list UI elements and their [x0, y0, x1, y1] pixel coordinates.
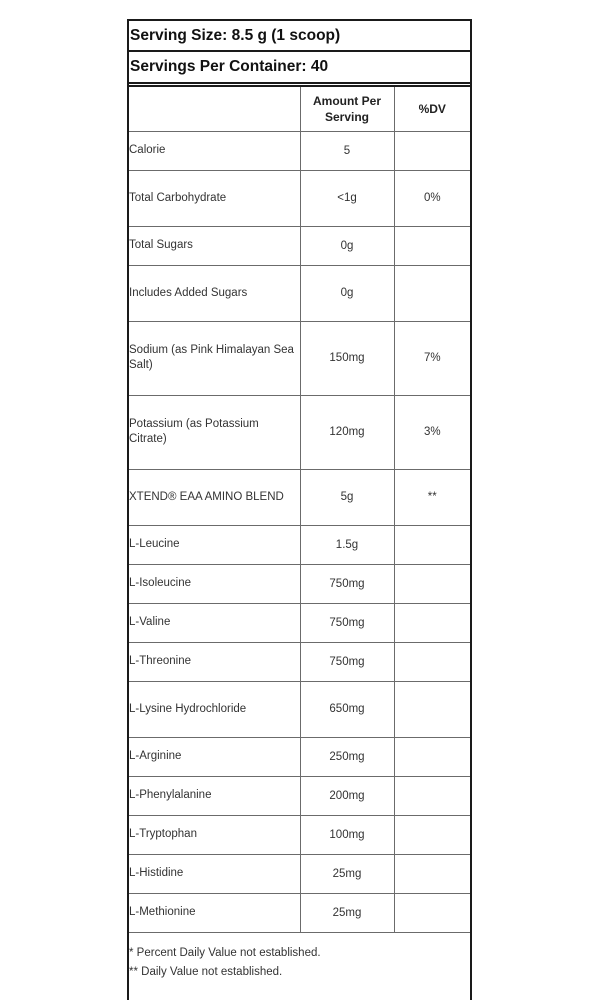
row-name: L-Threonine: [129, 642, 300, 681]
row-name: L-Methionine: [129, 893, 300, 932]
row-amount: 100mg: [300, 815, 394, 854]
table-row: [129, 265, 470, 321]
row-amount: 0g: [300, 226, 394, 265]
row-name: Total Carbohydrate: [129, 170, 300, 226]
row-dv: [394, 737, 470, 776]
table-row: [129, 321, 470, 395]
serving-size: Serving Size: 8.5 g (1 scoop): [129, 21, 470, 52]
row-name: Total Sugars: [129, 226, 300, 265]
row-dv: [394, 681, 470, 737]
row-amount: 250mg: [300, 737, 394, 776]
row-name: Potassium (as Potassium Citrate): [129, 395, 300, 469]
row-name: L-Leucine: [129, 525, 300, 564]
table-row: [129, 395, 470, 469]
row-amount: 750mg: [300, 642, 394, 681]
nutrition-table: [129, 87, 470, 933]
table-row: [129, 603, 470, 642]
table-row: [129, 815, 470, 854]
column-header-name: [129, 87, 300, 131]
row-name: L-Tryptophan: [129, 815, 300, 854]
row-dv: [394, 815, 470, 854]
table-row: [129, 170, 470, 226]
row-amount: 25mg: [300, 854, 394, 893]
row-dv: 7%: [394, 321, 470, 395]
servings-per-container: Servings Per Container: 40: [129, 52, 470, 84]
row-amount: 650mg: [300, 681, 394, 737]
row-amount: 5g: [300, 469, 394, 525]
table-row: [129, 681, 470, 737]
row-name: L-Phenylalanine: [129, 776, 300, 815]
row-name: Sodium (as Pink Himalayan Sea Salt): [129, 321, 300, 395]
footnotes: [129, 944, 469, 982]
table-row: [129, 226, 470, 265]
row-amount: 200mg: [300, 776, 394, 815]
row-name: Calorie: [129, 131, 300, 170]
row-amount: 150mg: [300, 321, 394, 395]
row-dv: 0%: [394, 170, 470, 226]
table-row: [129, 776, 470, 815]
column-header-amount: Amount Per Serving: [300, 87, 394, 131]
row-amount: 120mg: [300, 395, 394, 469]
table-header-row: [129, 87, 470, 131]
table-row: [129, 564, 470, 603]
row-amount: 5: [300, 131, 394, 170]
table-row: [129, 469, 470, 525]
column-header-dv: %DV: [394, 87, 470, 131]
footnote-percent-dv: * Percent Daily Value not established.: [129, 947, 321, 959]
row-dv: [394, 564, 470, 603]
row-dv: [394, 776, 470, 815]
row-name: L-Arginine: [129, 737, 300, 776]
supplement-facts-panel: [127, 19, 472, 1000]
table-row: [129, 737, 470, 776]
row-amount: 0g: [300, 265, 394, 321]
row-amount: 750mg: [300, 603, 394, 642]
row-dv: [394, 893, 470, 932]
row-dv: [394, 854, 470, 893]
row-name: L-Histidine: [129, 854, 300, 893]
row-dv: [394, 603, 470, 642]
row-name: XTEND® EAA AMINO BLEND: [129, 469, 300, 525]
row-dv: [394, 525, 470, 564]
row-dv: **: [394, 469, 470, 525]
row-amount: 25mg: [300, 893, 394, 932]
row-amount: <1g: [300, 170, 394, 226]
row-amount: 750mg: [300, 564, 394, 603]
table-row: [129, 854, 470, 893]
table-row: [129, 525, 470, 564]
table-row: [129, 131, 470, 170]
row-dv: [394, 226, 470, 265]
row-name: L-Isoleucine: [129, 564, 300, 603]
row-dv: [394, 642, 470, 681]
table-row: [129, 893, 470, 932]
table-row: [129, 642, 470, 681]
row-dv: 3%: [394, 395, 470, 469]
footnote-daily-value: ** Daily Value not established.: [129, 966, 283, 978]
row-dv: [394, 265, 470, 321]
row-amount: 1.5g: [300, 525, 394, 564]
row-name: L-Valine: [129, 603, 300, 642]
row-name: Includes Added Sugars: [129, 265, 300, 321]
row-name: L-Lysine Hydrochloride: [129, 681, 300, 737]
row-dv: [394, 131, 470, 170]
